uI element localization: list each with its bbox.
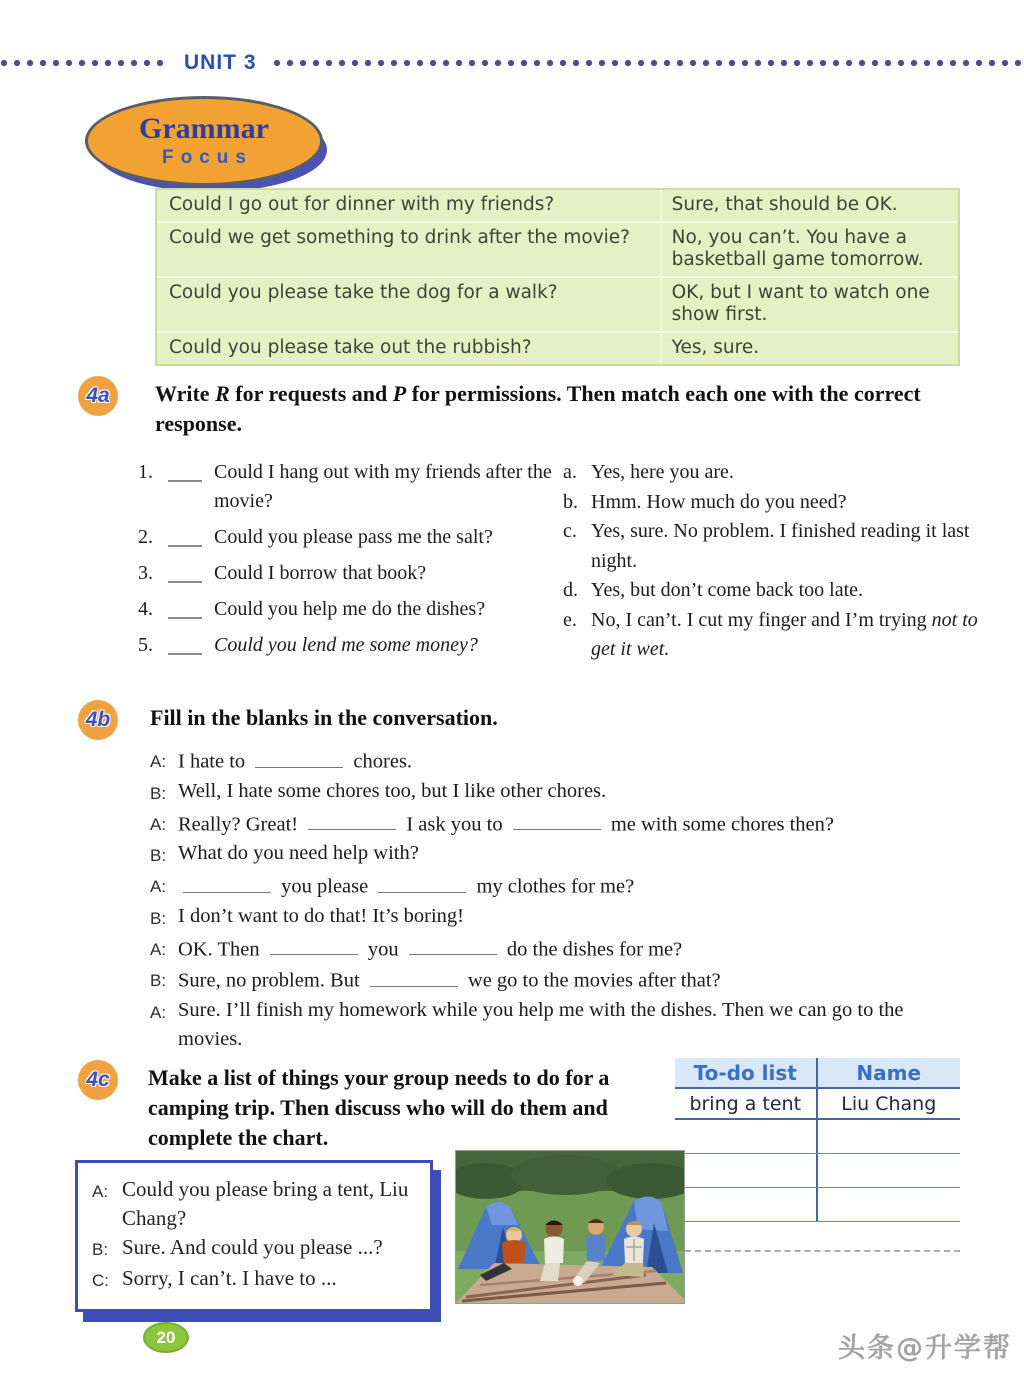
speaker-label: A: <box>92 1182 109 1201</box>
grammar-focus-table <box>155 188 960 366</box>
line-text: Well, I hate some chores too, but I like other chores. <box>178 779 607 802</box>
chart-header-todo: To-do list <box>675 1058 818 1087</box>
answer-blank <box>168 458 202 482</box>
dotted-rule-left <box>0 59 168 67</box>
list-item <box>138 631 563 660</box>
line-text: Sorry, I can’t. I have to ... <box>122 1266 337 1290</box>
item-text: No, I can’t. I cut my finger and I’m trying not to get it wet. <box>591 608 978 660</box>
grammar-answer: OK, but I want to watch one show first. <box>671 282 930 325</box>
item-letter: b. <box>563 490 578 513</box>
speaker-label: B: <box>150 908 167 928</box>
item-text: Could you help me do the dishes? <box>214 598 486 620</box>
line-text: What do you need help with? <box>178 842 419 865</box>
grammar-focus-title: Grammar <box>139 111 269 145</box>
line-text: Sure. And could you please ...? <box>122 1235 383 1259</box>
grammar-question: Could we get something to drink after the movie? <box>157 223 662 276</box>
conversation-line <box>150 996 962 1054</box>
grammar-question: Could you please take the dog for a walk? <box>157 278 662 331</box>
response-list <box>563 458 978 667</box>
answer-blank <box>168 523 202 547</box>
item-text: Yes, here you are. <box>591 461 734 483</box>
conversation-line <box>150 745 962 777</box>
chart-empty-row <box>675 1120 960 1154</box>
speaker-label: A: <box>150 752 167 771</box>
list-item <box>563 488 978 518</box>
watermark: 头条@升学帮 <box>838 1333 1012 1364</box>
speaker-label: B: <box>150 783 167 803</box>
chart-cell-task <box>675 1154 818 1187</box>
grammar-question: Could you please take out the rubbish? <box>157 333 662 364</box>
todo-chart <box>675 1058 960 1252</box>
conversation-line <box>150 839 962 870</box>
item-text: Could I borrow that book? <box>214 562 427 584</box>
grammar-table-row <box>157 223 958 278</box>
speaker-label: A: <box>150 877 167 897</box>
grammar-answer: Sure, that should be OK. <box>671 194 898 215</box>
grammar-answer: Yes, sure. <box>671 337 760 358</box>
item-text: Could you please pass me the salt? <box>214 526 493 548</box>
chart-cell-task: bring a tent <box>675 1089 818 1118</box>
item-text: Could I hang out with my friends after the movie? <box>214 461 552 512</box>
section-4b-instruction: Fill in the blanks in the conversation. <box>150 705 498 730</box>
chart-cell-task <box>675 1120 818 1153</box>
page-number-badge: 20 <box>143 1322 189 1353</box>
conversation <box>150 745 962 1054</box>
item-letter: e. <box>563 608 577 631</box>
dialogue-line <box>92 1264 422 1295</box>
speaker-label: B: <box>150 971 167 991</box>
answer-blank <box>168 631 202 655</box>
speaker-label: B: <box>92 1240 109 1259</box>
speaker-label: A: <box>150 1002 167 1022</box>
grammar-focus-badge <box>85 96 331 196</box>
speaker-label: B: <box>150 846 167 866</box>
section-4c-badge: 4c <box>78 1060 118 1100</box>
list-item <box>563 576 978 606</box>
item-letter: a. <box>563 461 577 483</box>
item-number: 4. <box>138 598 153 620</box>
chart-bottom-dash <box>675 1222 960 1252</box>
list-item <box>138 458 563 516</box>
item-number: 1. <box>138 461 153 483</box>
item-text: Yes, sure. No problem. I finished reading it last night. <box>591 520 970 572</box>
chart-cell-name <box>818 1120 961 1153</box>
item-number: 2. <box>138 526 153 548</box>
chart-header-row <box>675 1058 960 1089</box>
list-item <box>138 559 563 588</box>
item-letter: d. <box>563 579 578 601</box>
speaker-label: C: <box>92 1271 109 1290</box>
grammar-focus-oval <box>85 96 323 186</box>
chart-row <box>675 1089 960 1120</box>
camping-photo <box>455 1150 685 1304</box>
list-item <box>563 458 978 488</box>
line-text: Really? Great! I ask you to me with some chores then? <box>178 808 962 840</box>
section-4c-instruction: Make a list of things your group needs to do for a camping trip. Then discuss who will do them and complete the chart. <box>148 1065 610 1150</box>
answer-blank <box>168 559 202 583</box>
dotted-rule-right <box>273 59 1024 67</box>
matching-exercise <box>138 458 978 667</box>
line-text: OK. Then you do the dishes for me? <box>178 933 962 965</box>
conversation-line <box>150 808 962 840</box>
conversation-line <box>150 964 962 996</box>
section-4a-instruction: Write R for requests and P for permissions. Then match each one with the correct response. <box>155 381 921 436</box>
chart-cell-task <box>675 1188 818 1221</box>
dialogue-line <box>92 1175 422 1233</box>
chart-empty-row <box>675 1154 960 1188</box>
grammar-question: Could I go out for dinner with my friends? <box>157 190 662 221</box>
answer-blank <box>168 595 202 619</box>
list-item <box>563 606 978 665</box>
chart-cell-name <box>818 1188 961 1221</box>
grammar-answer: No, you can’t. You have a basketball game tomorrow. <box>671 227 924 270</box>
list-item <box>138 523 563 552</box>
item-number: 3. <box>138 562 153 584</box>
item-text: Yes, but don’t come back too late. <box>591 579 864 601</box>
dialogue-line <box>92 1233 422 1264</box>
grammar-focus-subtitle: Focus <box>162 146 253 168</box>
item-text: Hmm. How much do you need? <box>591 490 847 513</box>
conversation-line <box>150 777 962 808</box>
chart-empty-row <box>675 1188 960 1222</box>
line-text: you please my clothes for me? <box>178 870 962 902</box>
list-item <box>563 517 978 576</box>
grammar-table-row <box>157 190 958 223</box>
conversation-line <box>150 870 962 902</box>
request-list <box>138 458 563 667</box>
section-4b-badge: 4b <box>78 700 118 740</box>
grammar-table-row <box>157 333 958 364</box>
conversation-line <box>150 902 962 933</box>
line-text: Sure. I’ll finish my homework while you help me with the dishes. Then we can go to the movies. <box>178 998 904 1050</box>
conversation-line <box>150 933 962 965</box>
section-4a-badge: 4a <box>78 376 118 416</box>
line-text: I hate to chores. <box>178 745 962 777</box>
item-number: 5. <box>138 634 153 656</box>
unit-header <box>0 51 1024 74</box>
speaker-label: A: <box>150 939 167 959</box>
example-dialogue-box <box>75 1160 433 1312</box>
line-text: Could you please bring a tent, Liu Chang? <box>122 1177 409 1230</box>
line-text: Sure, no problem. But we go to the movies after that? <box>178 964 962 996</box>
chart-cell-name <box>818 1154 961 1187</box>
chart-cell-name: Liu Chang <box>841 1093 937 1115</box>
item-letter: c. <box>563 520 577 542</box>
line-text: I don’t want to do that! It’s boring! <box>178 904 465 927</box>
speaker-label: A: <box>150 814 167 834</box>
grammar-table-row <box>157 278 958 333</box>
unit-label: UNIT 3 <box>184 51 257 74</box>
item-text: Could you lend me some money? <box>214 634 478 656</box>
chart-header-name: Name <box>856 1061 922 1085</box>
list-item <box>138 595 563 624</box>
